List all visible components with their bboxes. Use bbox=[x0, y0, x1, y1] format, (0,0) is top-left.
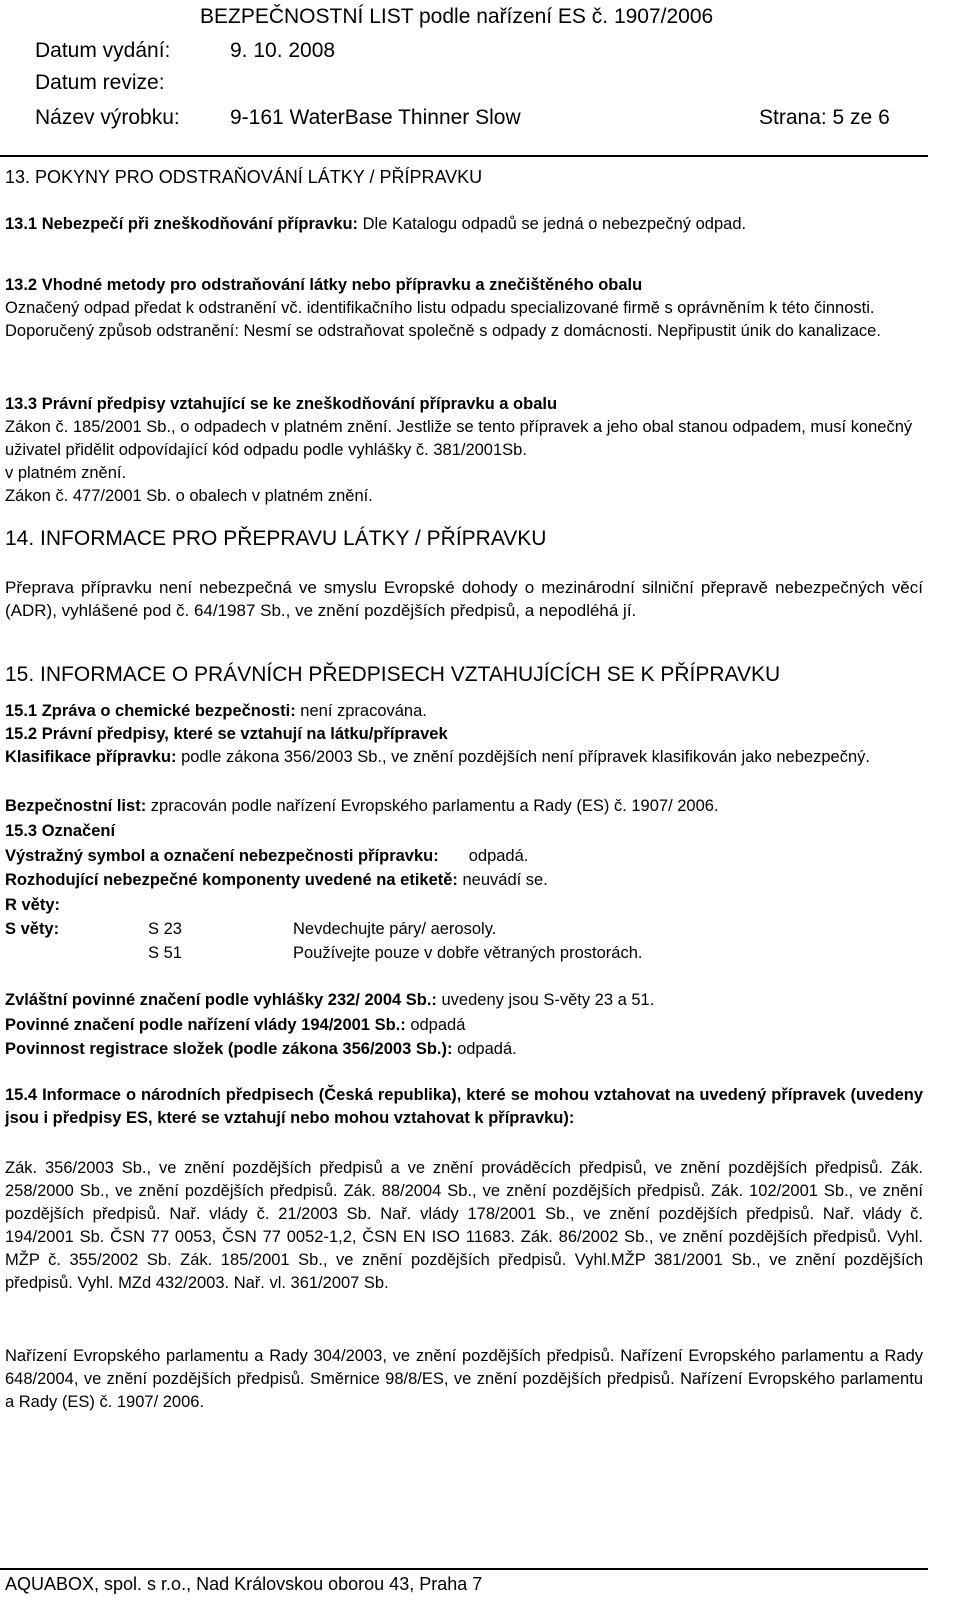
section-15-title: 15. INFORMACE O PRÁVNÍCH PŘEDPISECH VZTAHUJÍCÍCH SE K PŘÍPRAVKU bbox=[5, 663, 781, 686]
section-15-2-heading: 15.2 Právní předpisy, které se vztahují na látku/přípravek bbox=[5, 725, 448, 743]
section-14-text: Přeprava přípravku není nebezpečná ve smyslu Evropské dohody o mezinárodní silniční přepravě nebezpečných věcí (ADR), vyhlášené pod č. 64/1987 Sb., ve znění pozdějších předpisů, a nepodléhá jí. bbox=[5, 578, 923, 620]
hazard-components-text: neuvádí se. bbox=[457, 871, 548, 889]
mandatory-labeling-label: Povinné značení podle nařízení vlády 194/2001 Sb.: bbox=[5, 1016, 406, 1034]
mandatory-labeling-text: odpadá bbox=[405, 1016, 466, 1034]
hazard-components bbox=[5, 869, 925, 892]
section-13-title: 13. POKYNY PRO ODSTRAŇOVÁNÍ LÁTKY / PŘÍPRAVKU bbox=[5, 167, 483, 187]
r-phrases-label: R věty: bbox=[5, 896, 61, 914]
section-13-3-heading: 13.3 Právní předpisy vztahující se ke zneškodňování přípravku a obalu bbox=[5, 395, 558, 413]
registration-obligation bbox=[5, 1038, 925, 1061]
product-label: Název výrobku: bbox=[35, 106, 180, 129]
document-title: BEZPEČNOSTNÍ LIST podle nařízení ES č. 1907/2006 bbox=[200, 5, 714, 28]
section-13-3-text: Zákon č. 185/2001 Sb., o odpadech v platném znění. Jestliže se tento přípravek a jeho obal stanou odpadem, musí konečný uživatel přidělit odpovídající kód odpadu podle vyhlášky č. 381/2001Sb. bbox=[5, 418, 913, 459]
safety-sheet-label: Bezpečnostní list: bbox=[5, 797, 147, 815]
s-phrase-text: Nevdechujte páry/ aerosoly. bbox=[293, 920, 497, 938]
section-14-title: 14. INFORMACE PRO PŘEPRAVU LÁTKY / PŘÍPRAVKU bbox=[5, 527, 547, 550]
mandatory-labeling bbox=[5, 1014, 925, 1037]
section-15-1-text: není zpracována. bbox=[295, 702, 427, 720]
section-13-3-line2: v platném znění. bbox=[5, 464, 127, 482]
hazard-symbol-text: odpadá. bbox=[468, 847, 529, 865]
section-13-2-text: Označený odpad předat k odstranění vč. identifikačního listu odpadu specializované firmě s oprávněním k této činnosti. Doporučený způsob odstranění: Nesmí se odstraňovat společně s odpady z domácnosti. Nepřipustit únik do kanalizace. bbox=[5, 299, 881, 340]
classification-label: Klasifikace přípravku: bbox=[5, 748, 177, 766]
section-13-2-heading: 13.2 Vhodné metody pro odstraňování látky nebo přípravku a znečištěného obalu bbox=[5, 276, 643, 294]
special-labeling bbox=[5, 989, 925, 1012]
safety-sheet-text: zpracován podle nařízení Evropského parlamentu a Rady (ES) č. 1907/ 2006. bbox=[146, 797, 719, 815]
section-13-3-line3: Zákon č. 477/2001 Sb. o obalech v platném znění. bbox=[5, 487, 373, 505]
product-name: 9-161 WaterBase Thinner Slow bbox=[230, 106, 521, 129]
header-divider bbox=[0, 155, 928, 157]
s-phrase-code: S 23 bbox=[148, 920, 182, 938]
issue-date-value: 9. 10. 2008 bbox=[230, 39, 336, 62]
hazard-components-label: Rozhodující nebezpečné komponenty uvedené na etiketě: bbox=[5, 871, 458, 889]
special-labeling-text: uvedeny jsou S-věty 23 a 51. bbox=[436, 991, 655, 1009]
section-13-1-text: Dle Katalogu odpadů se jedná o nebezpečný odpad. bbox=[358, 215, 747, 233]
safety-sheet bbox=[5, 795, 925, 818]
s-phrase-row-2 bbox=[5, 942, 925, 965]
section-15-4-heading: 15.4 Informace o národních předpisech (Česká republika), které se mohou vztahovat na uvedený přípravek (uvedeny jsou i předpisy ES, které se vztahují nebo mohou vztahovat k přípravku): bbox=[5, 1086, 923, 1127]
footer-company: AQUABOX, spol. s r.o., Nad Královskou oborou 43, Praha 7 bbox=[5, 1574, 483, 1594]
hazard-symbol bbox=[5, 845, 925, 868]
section-15-4-text-eu: Nařízení Evropského parlamentu a Rady 304/2003, ve znění pozdějších předpisů. Nařízení Evropského parlamentu a Rady 648/2004, ve znění pozdějších předpisů. Směrnice 98/8/ES, ve znění pozdějších předpisů. Nařízení Evropského parlamentu a Rady (ES) č. 1907/ 2006. bbox=[5, 1347, 923, 1411]
s-phrases-label: S věty: bbox=[5, 920, 60, 938]
special-labeling-label: Zvláštní povinné značení podle vyhlášky 232/ 2004 Sb.: bbox=[5, 991, 437, 1009]
hazard-symbol-label: Výstražný symbol a označení nebezpečnosti přípravku: bbox=[5, 847, 439, 865]
s-phrase-row-1 bbox=[5, 918, 925, 941]
s-phrase-text: Používejte pouze v dobře větraných prostorách. bbox=[293, 944, 643, 962]
section-15-4-text: Zák. 356/2003 Sb., ve znění pozdějších předpisů a ve znění prováděcích předpisů, ve znění pozdějších předpisů. Zák. 258/2000 Sb., ve znění pozdějších předpisů. Zák. 88/2004 Sb., ve znění pozdějších předpisů. Zák. 102/2001 Sb., ve znění pozdějších předpisů. Nař. vlády č. 21/2003 Sb. Nař. vlády 178/2001 Sb., ve znění pozdějších předpisů. Nař. vlády č. 194/2001 Sb. ČSN 77 0053, ČSN 77 0052-1,2, ČSN EN ISO 11683. Zák. 86/2002 Sb., ve znění pozdějších předpisů. Vyhl. MŽP č. 355/2002 Sb. Zák. 185/2001 Sb., ve znění pozdějších předpisů. Vyhl.MŽP 381/2001 Sb., ve znění pozdějších předpisů. Vyhl. MZd 432/2003. Nař. vl. 361/2007 Sb. bbox=[5, 1159, 923, 1292]
revision-date-row bbox=[35, 70, 935, 96]
registration-obligation-label: Povinnost registrace složek (podle zákona 356/2003 Sb.): bbox=[5, 1040, 453, 1058]
s-phrase-code: S 51 bbox=[148, 944, 182, 962]
classification-text: podle zákona 356/2003 Sb., ve znění pozdějších není přípravek klasifikován jako nebezpečný. bbox=[176, 748, 870, 766]
section-15-3-heading: 15.3 Označení bbox=[5, 822, 116, 840]
issue-date-row bbox=[35, 38, 935, 64]
footer-divider bbox=[0, 1568, 928, 1570]
revision-date-label: Datum revize: bbox=[35, 71, 165, 94]
product-row bbox=[35, 105, 935, 131]
section-13-1-heading: 13.1 Nebezpečí při zneškodňování přípravku: bbox=[5, 215, 359, 233]
section-15-1 bbox=[5, 700, 925, 723]
registration-obligation-text: odpadá. bbox=[452, 1040, 517, 1058]
issue-date-label: Datum vydání: bbox=[35, 39, 171, 62]
page-indicator: Strana: 5 ze 6 bbox=[759, 106, 890, 129]
section-13-1 bbox=[5, 213, 925, 236]
section-15-1-heading: 15.1 Zpráva o chemické bezpečnosti: bbox=[5, 702, 296, 720]
classification bbox=[5, 746, 925, 769]
